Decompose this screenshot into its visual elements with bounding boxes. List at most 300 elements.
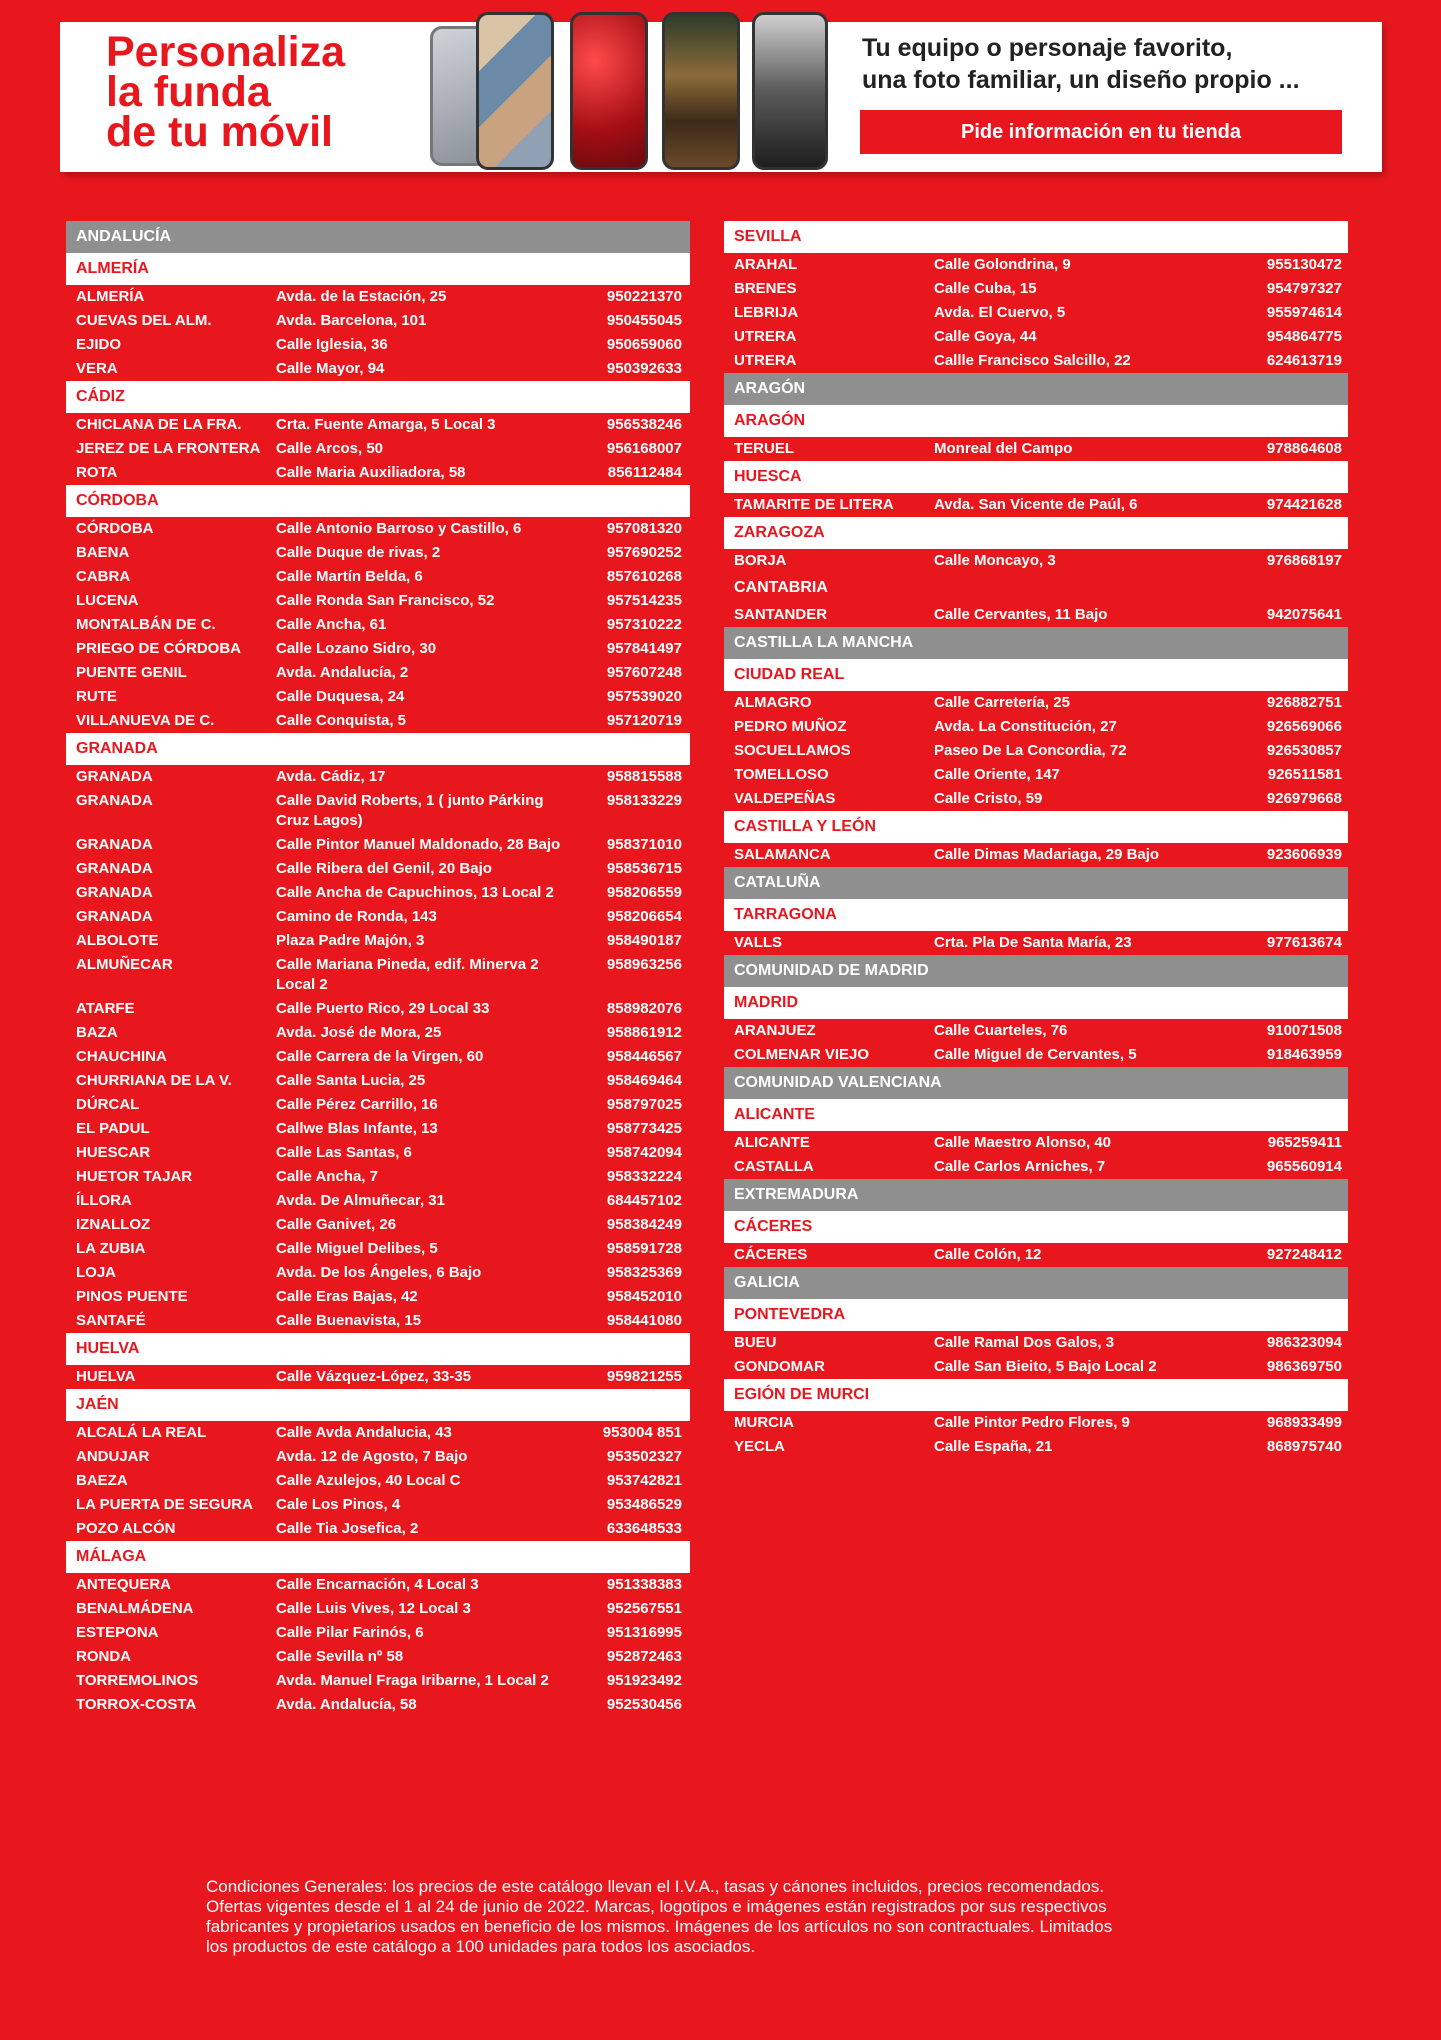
store-address: Calle Vázquez-López, 33-35 [276, 1368, 472, 1385]
banner-title [106, 28, 345, 156]
store-city: MONTALBÁN DE C. [76, 616, 216, 633]
store-city: JEREZ DE LA FRONTERA [76, 440, 261, 457]
province-header: ALMERÍA [66, 253, 690, 285]
phone-case-photo-collage [476, 12, 554, 170]
store-phone: 950392633 [606, 360, 682, 377]
store-address: Avda. de la Estación, 25 [276, 288, 447, 305]
store-phone: 986369750 [1266, 1358, 1342, 1375]
store-row [66, 1213, 690, 1237]
province-header: MADRID [724, 987, 1348, 1019]
region-header: EXTREMADURA [724, 1179, 1348, 1211]
store-phone: 977613674 [1266, 934, 1342, 951]
store-phone: 926511581 [1267, 766, 1342, 783]
store-phone: 957690252 [606, 544, 682, 561]
store-phone: 958815588 [606, 768, 682, 785]
store-address: Calle Ancha, 61 [276, 616, 387, 633]
store-city: GONDOMAR [734, 1358, 825, 1375]
store-address: Avda. Cádiz, 17 [276, 768, 386, 785]
banner-title-line: de tu móvil [106, 108, 333, 156]
store-row [724, 1411, 1348, 1435]
province-header: TARRAGONA [724, 899, 1348, 931]
store-address: Cale Los Pinos, 4 [276, 1496, 401, 1513]
store-phone: 957539020 [606, 688, 682, 705]
store-city: SANTAFÉ [76, 1312, 146, 1329]
store-phone: 958133229 [606, 792, 682, 809]
store-address: Calle Sevilla nº 58 [276, 1648, 404, 1665]
store-address: Calle Tia Josefica, 2 [276, 1520, 419, 1537]
store-phone: 950221370 [606, 288, 682, 305]
store-city: VALLS [734, 934, 783, 951]
store-city: ALMERÍA [76, 288, 145, 305]
store-address: Calle Conquista, 5 [276, 712, 407, 729]
store-city: BAEZA [76, 1472, 128, 1489]
store-row [66, 857, 690, 881]
store-city: BENALMÁDENA [76, 1600, 194, 1617]
store-row [66, 1093, 690, 1117]
store-phone: 958963256 [606, 956, 682, 973]
request-info-button[interactable]: Pide información en tu tienda [860, 110, 1342, 154]
store-phone: 957514235 [606, 592, 682, 609]
general-conditions [206, 1877, 1246, 1957]
store-row [66, 437, 690, 461]
store-city: MURCIA [734, 1414, 794, 1431]
store-row [724, 739, 1348, 763]
store-row [66, 1469, 690, 1493]
store-phone: 926569066 [1266, 718, 1342, 735]
store-row [66, 1365, 690, 1389]
province-header: CASTILLA Y LEÓN [724, 811, 1348, 843]
store-city: GRANADA [76, 768, 153, 785]
store-phone: 951316995 [606, 1624, 682, 1641]
phone-case-bw-photo [752, 12, 828, 170]
store-row [66, 1493, 690, 1517]
store-address: Calle Ancha, 7 [276, 1168, 378, 1185]
store-row [724, 691, 1348, 715]
store-list-left-column [66, 221, 690, 1717]
store-city: HUETOR TAJAR [76, 1168, 193, 1185]
store-city: LEBRIJA [734, 304, 799, 321]
store-city: CASTALLA [734, 1158, 814, 1175]
store-address: Calle España, 21 [934, 1438, 1053, 1455]
store-city: PEDRO MUÑOZ [734, 718, 847, 735]
store-row [724, 1131, 1348, 1155]
phone-case-strawberries [570, 12, 648, 170]
province-header: SEVILLA [724, 221, 1348, 253]
footer-line: Ofertas vigentes desde el 1 al 24 de junio de 2022. Marcas, logotipos e imágenes están registrados por sus respectivos [206, 1897, 1107, 1916]
store-phone: 957310222 [606, 616, 682, 633]
region-header: CASTILLA LA MANCHA [724, 627, 1348, 659]
banner-tagline [862, 32, 1362, 96]
store-phone: 926979668 [1266, 790, 1342, 807]
store-phone: 958490187 [606, 932, 682, 949]
store-row [66, 1693, 690, 1717]
store-address: Callle Francisco Salcillo, 22 [934, 352, 1131, 369]
province-header: ALICANTE [724, 1099, 1348, 1131]
store-row [66, 1597, 690, 1621]
store-phone: 858982076 [606, 1000, 682, 1017]
store-city: YECLA [734, 1438, 785, 1455]
store-address: Calle San Bieito, 5 Bajo Local 2 [934, 1358, 1157, 1375]
store-row [66, 709, 690, 733]
store-row [66, 1285, 690, 1309]
store-city: IZNALLOZ [76, 1216, 151, 1233]
store-row [66, 1069, 690, 1093]
store-phone: 959821255 [606, 1368, 682, 1385]
store-address: Calle Miguel Delibes, 5 [276, 1240, 438, 1257]
store-phone: 950659060 [606, 336, 682, 353]
store-address: Crta. Pla De Santa María, 23 [934, 934, 1132, 951]
store-row [66, 833, 690, 857]
store-address: Calle Martín Belda, 6 [276, 568, 423, 585]
store-address: Calle Cuba, 15 [934, 280, 1037, 297]
store-row [66, 565, 690, 589]
store-address: Calle Cervantes, 11 Bajo [934, 606, 1108, 623]
store-phone: 958469464 [606, 1072, 682, 1089]
province-header: GRANADA [66, 733, 690, 765]
store-phone: 942075641 [1266, 606, 1342, 623]
footer-line: Condiciones Generales: los precios de este catálogo llevan el I.V.A., tasas y cánones incluidos, precios recomendados. [206, 1877, 1105, 1896]
store-phone: 633648533 [606, 1520, 682, 1537]
province-header: PONTEVEDRA [724, 1299, 1348, 1331]
store-row [724, 349, 1348, 373]
store-phone: 950455045 [606, 312, 682, 329]
store-row [66, 1517, 690, 1541]
province-header: CÁDIZ [66, 381, 690, 413]
store-city: UTRERA [734, 352, 797, 369]
store-city: VILLANUEVA DE C. [76, 712, 215, 729]
store-row [724, 1243, 1348, 1267]
store-city: GRANADA [76, 860, 153, 877]
store-row [724, 715, 1348, 739]
store-phone: 868975740 [1266, 1438, 1342, 1455]
store-list-right-column [724, 221, 1348, 1459]
store-row [724, 493, 1348, 517]
store-city: ARAHAL [734, 256, 798, 273]
store-phone: 958371010 [606, 836, 682, 853]
store-address: Calle Dimas Madariaga, 29 Bajo [934, 846, 1160, 863]
store-address: Calle Eras Bajas, 42 [276, 1288, 418, 1305]
store-phone: 968933499 [1266, 1414, 1342, 1431]
store-row [66, 765, 690, 789]
store-phone: 952530456 [606, 1696, 682, 1713]
region-header: COMUNIDAD DE MADRID [724, 955, 1348, 987]
promo-banner [60, 22, 1382, 172]
store-phone: 958861912 [606, 1024, 682, 1041]
store-address: Callwe Blas Infante, 13 [276, 1120, 438, 1137]
store-address: Calle Pintor Manuel Maldonado, 28 Bajo [276, 836, 561, 853]
store-row [66, 461, 690, 485]
store-city: TAMARITE DE LITERA [734, 496, 894, 513]
store-city: BAENA [76, 544, 130, 561]
store-phone: 684457102 [606, 1192, 682, 1209]
store-address: Calle Las Santas, 6 [276, 1144, 412, 1161]
store-city: ALMAGRO [734, 694, 812, 711]
store-phone: 624613719 [1266, 352, 1342, 369]
store-phone: 951338383 [606, 1576, 682, 1593]
store-city: PINOS PUENTE [76, 1288, 188, 1305]
store-city: ATARFE [76, 1000, 135, 1017]
store-city: CABRA [76, 568, 131, 585]
store-city: BAZA [76, 1024, 118, 1041]
store-city: DÚRCAL [76, 1096, 140, 1113]
store-phone: 955130472 [1266, 256, 1342, 273]
province-header: HUELVA [66, 1333, 690, 1365]
store-row [66, 685, 690, 709]
store-row [724, 843, 1348, 867]
store-phone: 958325369 [606, 1264, 682, 1281]
store-city: UTRERA [734, 328, 797, 345]
store-row [66, 613, 690, 637]
store-city: ROTA [76, 464, 118, 481]
store-phone: 918463959 [1266, 1046, 1342, 1063]
tagline-line: Tu equipo o personaje favorito, [862, 34, 1233, 62]
province-header: CIUDAD REAL [724, 659, 1348, 691]
store-address: Avda. La Constitución, 27 [934, 718, 1117, 735]
store-row [66, 1189, 690, 1213]
store-phone: 957841497 [606, 640, 682, 657]
store-row [66, 1165, 690, 1189]
store-phone: 957081320 [606, 520, 682, 537]
store-address: Calle Puerto Rico, 29 Local 33 [276, 1000, 490, 1017]
region-header: CATALUÑA [724, 867, 1348, 899]
province-header: HUESCA [724, 461, 1348, 493]
store-city: CUEVAS DEL ALM. [76, 312, 212, 329]
store-phone: 952567551 [606, 1600, 682, 1617]
store-phone: 927248412 [1266, 1246, 1342, 1263]
store-address: Calle David Roberts, 1 ( junto Párking Cruz Lagos) [276, 792, 544, 829]
store-address: Calle Santa Lucia, 25 [276, 1072, 426, 1089]
store-address: Calle Ribera del Genil, 20 Bajo [276, 860, 492, 877]
store-city: HUESCAR [76, 1144, 151, 1161]
store-row [724, 277, 1348, 301]
store-address: Plaza Padre Majón, 3 [276, 932, 425, 949]
store-phone: 958797025 [606, 1096, 682, 1113]
store-city: ANDUJAR [76, 1448, 150, 1465]
store-city: LOJA [76, 1264, 117, 1281]
store-address: Avda. De Almuñecar, 31 [276, 1192, 445, 1209]
store-city: ARANJUEZ [734, 1022, 816, 1039]
store-city: PRIEGO DE CÓRDOBA [76, 640, 242, 657]
region-header: COMUNIDAD VALENCIANA [724, 1067, 1348, 1099]
store-city: TOMELLOSO [734, 766, 829, 783]
region-header: GALICIA [724, 1267, 1348, 1299]
store-address: Calle Carretería, 25 [934, 694, 1070, 711]
store-row [724, 437, 1348, 461]
store-row [66, 589, 690, 613]
store-city: GRANADA [76, 908, 153, 925]
store-city: CÁCERES [734, 1246, 808, 1263]
store-row [66, 929, 690, 953]
store-row [66, 1645, 690, 1669]
store-phone: 958536715 [606, 860, 682, 877]
store-phone: 956538246 [606, 416, 682, 433]
store-phone: 923606939 [1266, 846, 1342, 863]
store-city: ALMUÑECAR [76, 956, 173, 973]
store-address: Calle Avda Andalucia, 43 [276, 1424, 452, 1441]
store-phone: 954797327 [1266, 280, 1342, 297]
store-city: BUEU [734, 1334, 777, 1351]
store-address: Calle Miguel de Cervantes, 5 [934, 1046, 1137, 1063]
store-phone: 976868197 [1266, 552, 1342, 569]
store-phone: 958384249 [606, 1216, 682, 1233]
store-phone: 978864608 [1266, 440, 1342, 457]
store-city: ANTEQUERA [76, 1576, 172, 1593]
store-city: ESTEPONA [76, 1624, 159, 1641]
store-address: Calle Maria Auxiliadora, 58 [276, 464, 466, 481]
footer-line: los productos de este catálogo a 100 unidades para todos los asociados. [206, 1937, 756, 1956]
store-city: GRANADA [76, 884, 153, 901]
store-phone: 957120719 [606, 712, 682, 729]
store-city: POZO ALCÓN [76, 1520, 176, 1537]
store-city: BRENES [734, 280, 797, 297]
province-header: MÁLAGA [66, 1541, 690, 1573]
store-city: CHAUCHINA [76, 1048, 167, 1065]
store-address: Calle Duque de rivas, 2 [276, 544, 441, 561]
store-city: GRANADA [76, 836, 153, 853]
store-address: Calle Luis Vives, 12 Local 3 [276, 1600, 471, 1617]
store-address: Calle Carlos Arniches, 7 [934, 1158, 1106, 1175]
store-city: SANTANDER [734, 606, 828, 623]
store-address: Avda. 12 de Agosto, 7 Bajo [276, 1448, 468, 1465]
store-address: Camino de Ronda, 143 [276, 908, 437, 925]
store-row [724, 1355, 1348, 1379]
store-row [66, 333, 690, 357]
store-phone: 952872463 [606, 1648, 682, 1665]
store-row [66, 1421, 690, 1445]
store-address: Calle Cuarteles, 76 [934, 1022, 1068, 1039]
store-row [724, 549, 1348, 573]
store-address: Calle Golondrina, 9 [934, 256, 1071, 273]
store-city: EJIDO [76, 336, 122, 353]
store-address: Calle Colón, 12 [934, 1246, 1042, 1263]
phone-cases-image [430, 12, 902, 174]
store-address: Avda. José de Mora, 25 [276, 1024, 442, 1041]
store-phone: 965560914 [1266, 1158, 1342, 1175]
province-header: CÓRDOBA [66, 485, 690, 517]
store-phone: 954864775 [1266, 328, 1342, 345]
store-row [66, 1309, 690, 1333]
store-address: Calle Ramal Dos Galos, 3 [934, 1334, 1115, 1351]
store-city: CHICLANA DE LA FRA. [76, 416, 242, 433]
store-phone: 857610268 [606, 568, 682, 585]
store-row [66, 1021, 690, 1045]
store-address: Calle Ronda San Francisco, 52 [276, 592, 495, 609]
store-phone: 856112484 [607, 464, 682, 481]
store-row [66, 1117, 690, 1141]
store-address: Calle Iglesia, 36 [276, 336, 388, 353]
store-phone: 926882751 [1266, 694, 1342, 711]
store-row [66, 517, 690, 541]
store-address: Calle Ancha de Capuchinos, 13 Local 2 [276, 884, 554, 901]
store-phone: 974421628 [1266, 496, 1342, 513]
store-row [66, 1621, 690, 1645]
store-phone: 986323094 [1266, 1334, 1342, 1351]
store-address: Avda. Manuel Fraga Iribarne, 1 Local 2 [276, 1672, 549, 1689]
store-address: Calle Encarnación, 4 Local 3 [276, 1576, 479, 1593]
store-row [724, 603, 1348, 627]
region-header: ARAGÓN [724, 373, 1348, 405]
store-city: GRANADA [76, 792, 153, 809]
store-city: BORJA [734, 552, 787, 569]
province-header: JAÉN [66, 1389, 690, 1421]
store-address: Calle Arcos, 50 [276, 440, 383, 457]
store-city: ALBOLOTE [76, 932, 159, 949]
store-city: VALDEPEÑAS [734, 790, 836, 807]
store-phone: 958773425 [606, 1120, 682, 1137]
province-header: EGIÓN DE MURCI [724, 1379, 1348, 1411]
phone-case-food [662, 12, 740, 170]
store-address: Calle Carrera de la Virgen, 60 [276, 1048, 484, 1065]
store-row [724, 1155, 1348, 1179]
store-row [66, 789, 690, 833]
store-address: Crta. Fuente Amarga, 5 Local 3 [276, 416, 496, 433]
store-row [66, 309, 690, 333]
store-phone: 953486529 [606, 1496, 682, 1513]
store-city: EL PADUL [76, 1120, 150, 1137]
store-address: Calle Mayor, 94 [276, 360, 385, 377]
store-row [66, 953, 690, 997]
store-address: Avda. De los Ángeles, 6 Bajo [276, 1264, 482, 1281]
store-row [724, 253, 1348, 277]
store-row [724, 1435, 1348, 1459]
store-phone: 957607248 [606, 664, 682, 681]
store-address: Calle Mariana Pineda, edif. Minerva 2 Local 2 [276, 956, 539, 993]
store-row [66, 661, 690, 685]
store-phone: 965259411 [1267, 1134, 1342, 1151]
store-address: Avda. San Vicente de Paúl, 6 [934, 496, 1138, 513]
store-row [66, 637, 690, 661]
store-address: Calle Cristo, 59 [934, 790, 1043, 807]
store-phone: 926530857 [1266, 742, 1342, 759]
store-city: CHURRIANA DE LA V. [76, 1072, 232, 1089]
store-row [66, 1669, 690, 1693]
store-phone: 958446567 [606, 1048, 682, 1065]
store-phone: 956168007 [606, 440, 682, 457]
store-row [66, 357, 690, 381]
store-city: SOCUELLAMOS [734, 742, 851, 759]
store-address: Avda. Andalucía, 2 [276, 664, 409, 681]
store-phone: 910071508 [1266, 1022, 1342, 1039]
store-address: Calle Pintor Pedro Flores, 9 [934, 1414, 1130, 1431]
store-phone: 953742821 [606, 1472, 682, 1489]
store-address: Paseo De La Concordia, 72 [934, 742, 1127, 759]
store-row [724, 1331, 1348, 1355]
tagline-line: una foto familiar, un diseño propio ... [862, 66, 1300, 94]
store-phone: 958591728 [606, 1240, 682, 1257]
store-address: Avda. Barcelona, 101 [276, 312, 427, 329]
store-row [66, 1261, 690, 1285]
store-address: Calle Buenavista, 15 [276, 1312, 422, 1329]
store-address: Calle Moncayo, 3 [934, 552, 1056, 569]
store-address: Calle Azulejos, 40 Local C [276, 1472, 461, 1489]
store-row [66, 1573, 690, 1597]
store-city: ALCALÁ LA REAL [76, 1424, 207, 1441]
store-city: RONDA [76, 1648, 131, 1665]
store-address: Monreal del Campo [934, 440, 1073, 457]
banner-title-line: la funda [106, 68, 271, 116]
footer-line: fabricantes y propietarios usados en beneficio de los mismos. Imágenes de los artículos no son contractuales. Limitados [206, 1917, 1113, 1936]
store-address: Calle Lozano Sidro, 30 [276, 640, 437, 657]
store-row [66, 1445, 690, 1469]
store-address: Calle Maestro Alonso, 40 [934, 1134, 1111, 1151]
store-row [66, 1237, 690, 1261]
store-city: RUTE [76, 688, 117, 705]
province-header: CÁCERES [724, 1211, 1348, 1243]
store-address: Avda. Andalucía, 58 [276, 1696, 417, 1713]
store-row [66, 881, 690, 905]
store-row [724, 787, 1348, 811]
store-phone: 958441080 [606, 1312, 682, 1329]
